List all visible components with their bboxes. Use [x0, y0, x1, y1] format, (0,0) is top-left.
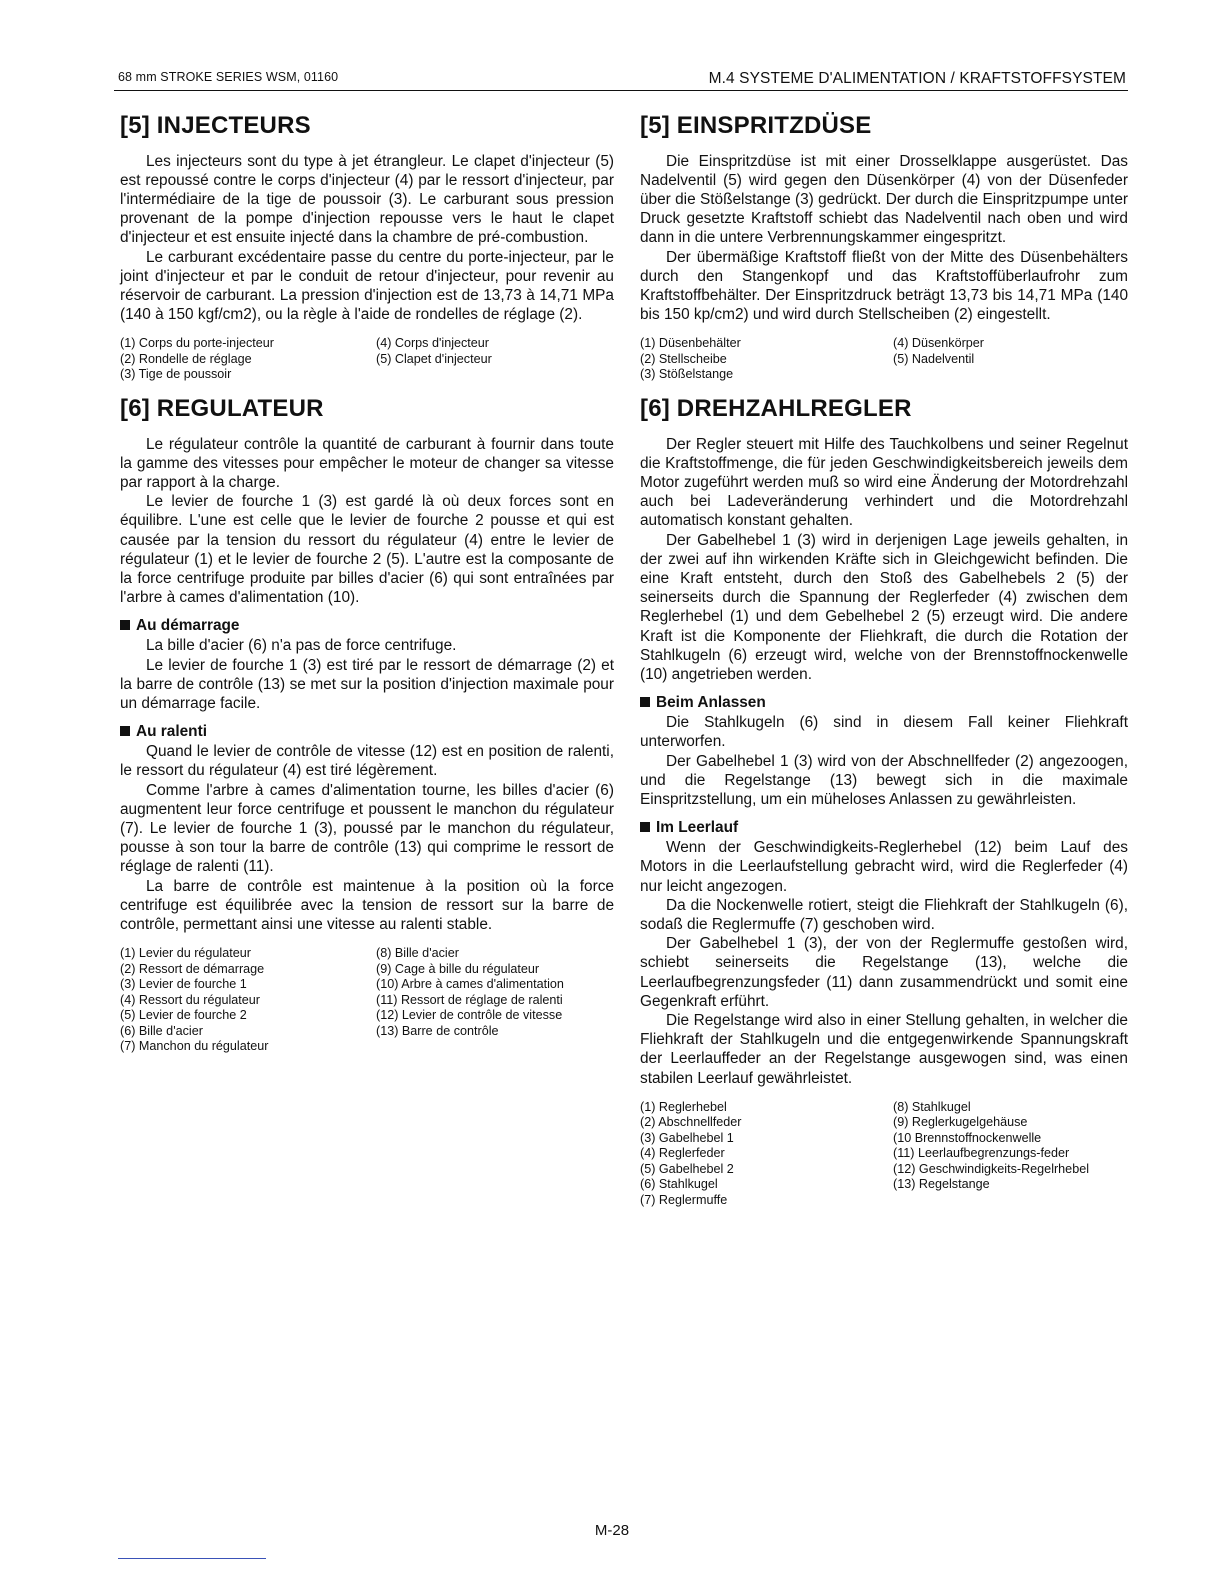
parts-legend — [120, 336, 614, 383]
legend-item: (5) Clapet d'injecteur — [376, 351, 492, 366]
legend-item: (4) Düsenkörper — [893, 336, 984, 351]
square-bullet-icon — [640, 822, 650, 832]
paragraph: La barre de contrôle est maintenue à la position où la force centrifuge est équilibrée avec la tension de ressort sur la barre de contrôle, permettant ainsi une vitesse au ralenti stable. — [120, 877, 614, 933]
legend-column — [640, 1100, 875, 1209]
legend-column — [376, 946, 614, 1055]
subheading-ralenti — [120, 723, 614, 741]
paragraph: Der Gabelhebel 1 (3) wird von der Abschnellfeder (2) angezoogen, und die Regelstange (13) bewegt sich in die maximale Einspritzstellung, um ein müheloses Anlassen zu gewährleisten. — [640, 752, 1128, 808]
subheading-text: Im Leerlauf — [656, 819, 739, 837]
paragraph: Les injecteurs sont du type à jet étrangleur. Le clapet d'injecteur (5) est repoussé contre le corps d'injecteur (4) par le ressort d'injecteur, par l'intermédiaire de la tige de poussoir (3). Le carburant sous pression provenant de la pompe d'injection repousse vers le haut le clapet d'injecteur et est ensuite injecté dans la chambre de pré-combustion. — [120, 152, 614, 247]
paragraph: Wenn der Geschwindigkeits-Reglerhebel (12) beim Lauf des Motors in die Leerlaufstellung gebracht wird, wird die Reglerfeder (4) nur leicht angezogen. — [640, 839, 1128, 895]
legend-item: (10 Brennstoffnockenwelle — [893, 1130, 1042, 1145]
legend-item: (2) Ressort de démarrage — [120, 961, 265, 976]
legend-column — [376, 336, 614, 383]
square-bullet-icon — [640, 697, 650, 707]
legend-item: (3) Stößelstange — [640, 367, 734, 382]
parts-legend — [640, 336, 1128, 383]
legend-column — [120, 336, 358, 383]
legend-item: (4) Ressort du régulateur — [120, 992, 260, 1007]
subheading-anlassen — [640, 694, 1128, 712]
paragraph: La bille d'acier (6) n'a pas de force centrifuge. — [146, 637, 457, 655]
legend-item: (10) Arbre à cames d'alimentation — [376, 977, 564, 992]
paragraph: Die Einspritzdüse ist mit einer Drosselklappe ausgerüstet. Das Nadelventil (5) wird gegen den Düsenkörper (4) von der Düsenfeder über die Stößelstange (3) gedrückt. Der durch die Einspritzpumpe unter Druck gesetzte Kraftstoff schiebt das Nadelventil nach oben und wird dann in die untere Verbrennungskammer eingespritzt. — [640, 152, 1128, 247]
legend-item: (1) Düsenbehälter — [640, 336, 741, 351]
legend-item: (9) Cage à bille du régulateur — [376, 961, 540, 976]
heading-drehzahlregler: [6] DREHZAHLREGLER — [640, 394, 912, 422]
heading-injecteurs: [5] INJECTEURS — [120, 112, 311, 139]
legend-item: (8) Bille d'acier — [376, 946, 459, 961]
subheading-text: Au démarrage — [136, 617, 240, 635]
column-french — [120, 112, 614, 1067]
column-german — [640, 112, 1128, 1220]
footer-rule — [118, 1558, 266, 1559]
parts-legend — [120, 946, 614, 1055]
legend-item: (6) Stahlkugel — [640, 1177, 718, 1192]
legend-item: (7) Reglermuffe — [640, 1192, 728, 1207]
legend-item: (8) Stahlkugel — [893, 1099, 971, 1114]
legend-item: (13) Barre de contrôle — [376, 1023, 499, 1038]
paragraph: Die Regelstange wird also in einer Stellung gehalten, in welcher die Fliehkraft der Stahlkugeln und die entgegenwirkende Spannungskraft der Leerlauffeder an der Regelstange ausgewogen sind, was einen stabilen Leerlauf gewährleistet. — [640, 1012, 1128, 1087]
square-bullet-icon — [120, 726, 130, 736]
legend-item: (12) Levier de contrôle de vitesse — [376, 1008, 563, 1023]
legend-item: (5) Gabelhebel 2 — [640, 1161, 734, 1176]
paragraph: Der Gabelhebel 1 (3) wird in derjenigen Lage jeweils gehalten, in der zwei auf ihn wirkenden Kräfte sich in Gleichgewicht befinden. Die eine Kraft entsteht, durch den Stoß des Gabelhebels 2 (5) der seinerseits durch die Spannung der Reglerfeder (4) zwischen dem Reglerhebel (1) und dem Gebelhebel 2 (5) erzeugt wird. Die andere Kraft ist die Komponente der Fliehkraft, die durch die Rotation der Stahlkugeln (6) erzeugt wird, welche von der Brennstoffnockenwelle (10) angetrieben werden. — [640, 531, 1128, 683]
legend-item: (2) Stellscheibe — [640, 351, 727, 366]
legend-item: (1) Reglerhebel — [640, 1099, 727, 1114]
legend-item: (12) Geschwindigkeits-Regelrhebel — [893, 1161, 1089, 1176]
section-regulateur — [120, 395, 614, 1055]
legend-item: (4) Corps d'injecteur — [376, 336, 489, 351]
section-einspritzduse — [640, 112, 1128, 383]
legend-item: (1) Corps du porte-injecteur — [120, 336, 274, 351]
legend-column — [893, 1100, 1128, 1209]
parts-legend — [640, 1100, 1128, 1209]
paragraph: Der Regler steuert mit Hilfe des Tauchkolbens und seiner Regelnut die Kraftstoffmenge, die für jeden Geschwindigkeitsbereich jeweils dem Motor zugeführt werden muß so wird eine Änderung der Motordrehzahl auch bei Ladeveränderung verhindert und die Motordrehzahl automatisch konstant gehalten. — [640, 435, 1128, 530]
paragraph: Le régulateur contrôle la quantité de carburant à fournir dans toute la gamme des vitesses pour empêcher le moteur de changer sa vitesse par rapport à la charge. — [120, 435, 614, 491]
subheading-leerlauf — [640, 819, 1128, 837]
legend-item: (3) Gabelhebel 1 — [640, 1130, 734, 1145]
header-series: 68 mm STROKE SERIES WSM, 01160 — [118, 70, 339, 84]
section-injecteurs — [120, 112, 614, 383]
legend-item: (11) Ressort de réglage de ralenti — [376, 992, 563, 1007]
legend-item: (2) Rondelle de réglage — [120, 351, 252, 366]
paragraph: Le levier de fourche 1 (3) est tiré par le ressort de démarrage (2) et la barre de contrôle (13) se met sur la position d'injection maximale pour un démarrage facile. — [120, 656, 614, 712]
legend-item: (7) Manchon du régulateur — [120, 1039, 269, 1054]
subheading-text: Au ralenti — [136, 723, 207, 741]
paragraph: Der übermäßige Kraftstoff fließt von der Mitte des Düsenbehälters durch den Stangenkopf und das Kraftstoffüberlaufrohr zum Kraftstoffbehälter. Der Einspritzdruck beträgt 13,73 bis 14,71 MPa (140 bis 150 kp/cm2) und wird durch Stellscheiben (2) eingestellt. — [640, 248, 1128, 324]
page-number: M-28 — [594, 1522, 630, 1539]
section-drehzahlregler — [640, 395, 1128, 1208]
legend-column — [640, 336, 875, 383]
heading-einspritzduse: [5] EINSPRITZDÜSE — [640, 112, 872, 139]
paragraph: Da die Nockenwelle rotiert, steigt die Fliehkraft der Stahlkugeln (6), sodaß die Reglermuffe (7) geschoben wird. — [640, 896, 1128, 933]
legend-column — [893, 336, 1128, 383]
subheading-demarrage — [120, 617, 614, 635]
legend-item: (3) Levier de fourche 1 — [120, 977, 247, 992]
legend-item: (4) Reglerfeder — [640, 1146, 725, 1161]
square-bullet-icon — [120, 620, 130, 630]
legend-item: (3) Tige de poussoir — [120, 367, 232, 382]
legend-item: (9) Reglerkugelgehäuse — [893, 1115, 1028, 1130]
paragraph: Comme l'arbre à cames d'alimentation tourne, les billes d'acier (6) augmentent leur force centrifuge et poussent le manchon du régulateur (7). Le levier de fourche 1 (3), poussé par le manchon du régulateur, pousse à son tour la barre de contrôle (13) qui comprime le ressort de réglage de ralenti (11). — [120, 781, 614, 876]
subheading-text: Beim Anlassen — [656, 694, 766, 712]
paragraph: Die Stahlkugeln (6) sind in diesem Fall keiner Fliehkraft unterworfen. — [640, 714, 1128, 751]
legend-item: (1) Levier du régulateur — [120, 946, 251, 961]
header-chapter: M.4 SYSTEME D'ALIMENTATION / KRAFTSTOFFSYSTEM — [708, 70, 1126, 87]
legend-item: (5) Levier de fourche 2 — [120, 1008, 247, 1023]
paragraph: Le levier de fourche 1 (3) est gardé là où deux forces sont en équilibre. L'une est celle que le levier de fourche 2 pousse et qui est causée par la tension du ressort du régulateur (4) entre le levier de régulateur (1) et le levier de fourche 2 (5). L'autre est la composante de la force centrifuge produite par billes d'acier (6) qui sont entraînées par l'arbre à cames d'alimentation (10). — [120, 493, 614, 607]
heading-regulateur: [6] REGULATEUR — [120, 394, 324, 422]
paragraph: Der Gabelhebel 1 (3), der von der Reglermuffe gestoßen wird, schiebt seinerseits die Regelstange (13), welche die Leerlaufbegrenzungsfeder (11) dann zusammendrückt und somit eine Gegenkraft erführt. — [640, 935, 1128, 1010]
legend-item: (6) Bille d'acier — [120, 1023, 203, 1038]
legend-item: (13) Regelstange — [893, 1177, 990, 1192]
paragraph: Quand le levier de contrôle de vitesse (12) est en position de ralenti, le ressort du régulateur (4) est tiré légèrement. — [120, 743, 614, 780]
legend-column — [120, 946, 358, 1055]
legend-item: (2) Abschnellfeder — [640, 1115, 742, 1130]
header-rule — [114, 90, 1128, 91]
legend-item: (11) Leerlaufbegrenzungs-feder — [893, 1146, 1070, 1161]
legend-item: (5) Nadelventil — [893, 351, 975, 366]
paragraph: Le carburant excédentaire passe du centre du porte-injecteur, par le joint d'injecteur et par le conduit de retour d'injecteur, pour revenir au réservoir de carburant. La pression d'injection est de 13,73 à 14,71 MPa (140 à 150 kgf/cm2), ou la règle à l'aide de rondelles de réglage (2). — [120, 248, 614, 324]
